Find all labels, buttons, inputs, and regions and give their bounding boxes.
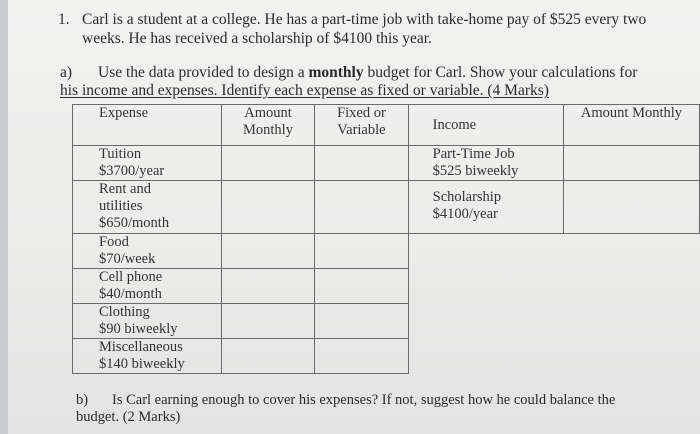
question-1-line-2: weeks. He has received a scholarship of $4100 this year. [82, 30, 432, 47]
question-a [60, 64, 680, 100]
income-part-time-job: Part-Time Job $525 biweekly [408, 146, 563, 181]
part-time-job-amount-cell[interactable] [563, 146, 699, 181]
expense-tuition: Tuition $3700/year [73, 146, 222, 181]
scholarship-amount-cell[interactable] [563, 181, 699, 234]
header-fixed-or-variable: Fixed or Variable [315, 105, 408, 146]
tuition-type-cell[interactable] [315, 146, 408, 181]
table-row [73, 146, 700, 181]
part-b-line-2: budget. (2 Marks) [76, 409, 181, 425]
rent-type-cell[interactable] [315, 181, 408, 234]
rent-amount-cell[interactable] [221, 181, 314, 234]
part-a-line-2: his income and expenses. Identify each expense as fixed or variable. (4 Marks) [60, 82, 549, 99]
table-row [73, 304, 700, 339]
clothing-type-cell[interactable] [315, 304, 408, 339]
budget-table [72, 104, 700, 374]
cell-phone-amount-cell[interactable] [221, 269, 314, 304]
table-row [73, 339, 700, 374]
header-income-amount: Amount Monthly [563, 105, 699, 146]
part-a-text-pre: Use the data provided to design a [98, 64, 309, 81]
expense-clothing: Clothing $90 biweekly [73, 304, 222, 339]
expense-cell-phone: Cell phone $40/month [73, 269, 222, 304]
part-b-line-1: Is Carl earning enough to cover his expenses? If not, suggest how he could balance the [112, 392, 616, 408]
tuition-amount-cell[interactable] [221, 146, 314, 181]
header-expense: Expense [73, 105, 222, 146]
miscellaneous-amount-cell[interactable] [221, 339, 314, 374]
table-row [73, 234, 700, 269]
part-b-label: b) [76, 392, 89, 408]
table-header-row [73, 105, 700, 146]
part-a-label: a) [60, 64, 73, 81]
table-row [73, 269, 700, 304]
expense-food: Food $70/week [73, 234, 222, 269]
part-a-bold-word: monthly [308, 64, 364, 81]
miscellaneous-type-cell[interactable] [315, 339, 408, 374]
table-row [73, 181, 700, 234]
question-b [76, 392, 676, 426]
cell-phone-type-cell[interactable] [315, 269, 408, 304]
expense-rent-utilities: Rent and utilities $650/month [73, 181, 222, 234]
expense-miscellaneous: Miscellaneous $140 biweekly [73, 339, 222, 374]
header-amount-monthly: Amount Monthly [221, 105, 314, 146]
question-1-line-1: Carl is a student at a college. He has a part-time job with take-home pay of $525 every two [82, 11, 647, 28]
clothing-amount-cell[interactable] [221, 304, 314, 339]
header-income: Income [408, 105, 563, 146]
question-number: 1. [58, 11, 70, 28]
part-a-text-post: budget for Carl. Show your calculations for [363, 64, 638, 81]
income-scholarship: Scholarship $4100/year [408, 181, 563, 234]
food-type-cell[interactable] [315, 234, 408, 269]
food-amount-cell[interactable] [221, 234, 314, 269]
